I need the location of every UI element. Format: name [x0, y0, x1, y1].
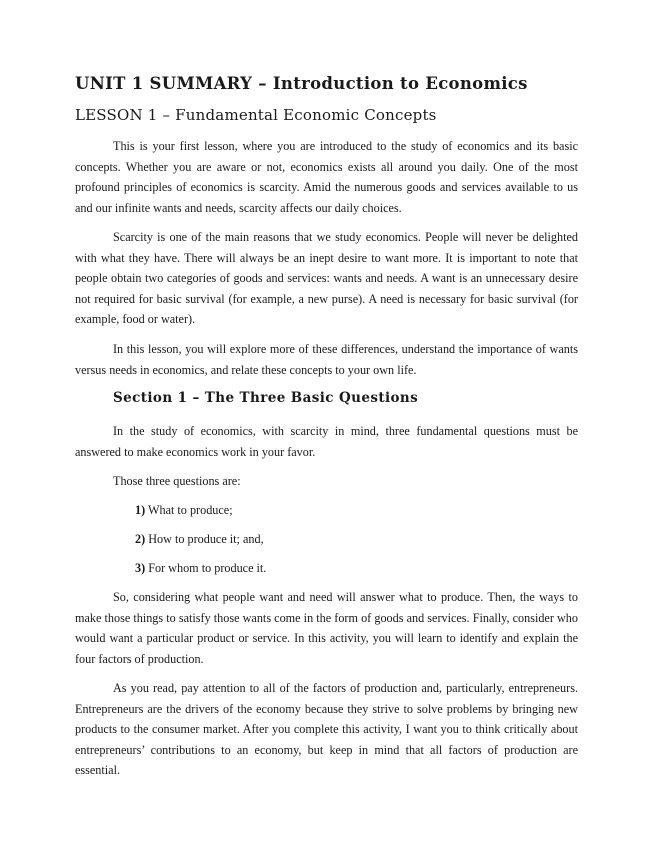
list-item-number: 1) — [135, 503, 146, 517]
intro-paragraph-1: This is your first lesson, where you are introduced to the study of economics and its basic concepts. Whether you are aware or not, economics exists all around you daily. One of the most profound principles of economics is scarcity. Amid the numerous goods and services available to us and our infinite wants and needs, scarcity affects our daily choices. — [75, 139, 578, 215]
list-item — [135, 500, 233, 521]
section-intro-paragraph: In the study of economics, with scarcity in mind, three fundamental questions must be answered to make economics work in your favor. — [75, 424, 578, 459]
lesson-title: LESSON 1 – Fundamental Economic Concepts — [75, 106, 437, 124]
list-item-number: 3) — [135, 561, 146, 575]
section-title: Section 1 – The Three Basic Questions — [113, 390, 419, 406]
intro-paragraph-2: Scarcity is one of the main reasons that we study economics. People will never be delighted with what they have. There will always be an inept desire to want more. It is important to note that people obtain two categories of goods and services: wants and needs. A want is an unnecessary desire not required for basic survival (for example, a new purse). A need is necessary for basic survival (for example, food or water). — [75, 230, 578, 327]
closing-paragraph-2: As you read, pay attention to all of the factors of production and, particularly, entrepreneurs. Entrepreneurs are the drivers of the economy because they strive to solve problems by bringing new products to the consumer market. After you complete this activity, I want you to think critically about entrepreneurs’ contributions to an economy, but keep in mind that all factors of production are essential. — [75, 681, 578, 778]
list-item-text: For whom to produce it. — [145, 561, 267, 575]
list-item-text: What to produce; — [145, 503, 233, 517]
list-item-number: 2) — [135, 532, 146, 546]
list-item-text: How to produce it; and, — [145, 532, 264, 546]
unit-title: UNIT 1 SUMMARY – Introduction to Economics — [75, 74, 528, 93]
list-item — [135, 529, 264, 550]
list-item — [135, 558, 266, 579]
questions-lead: Those three questions are: — [113, 474, 241, 488]
closing-paragraph-1: So, considering what people want and need will answer what to produce. Then, the ways to make those things to satisfy those wants come in the form of goods and services. Finally, consider who would want a particular product or service. In this activity, you will learn to identify and explain the four factors of production. — [75, 590, 578, 666]
intro-paragraph-3: In this lesson, you will explore more of these differences, understand the importance of wants versus needs in economics, and relate these concepts to your own life. — [75, 342, 578, 377]
